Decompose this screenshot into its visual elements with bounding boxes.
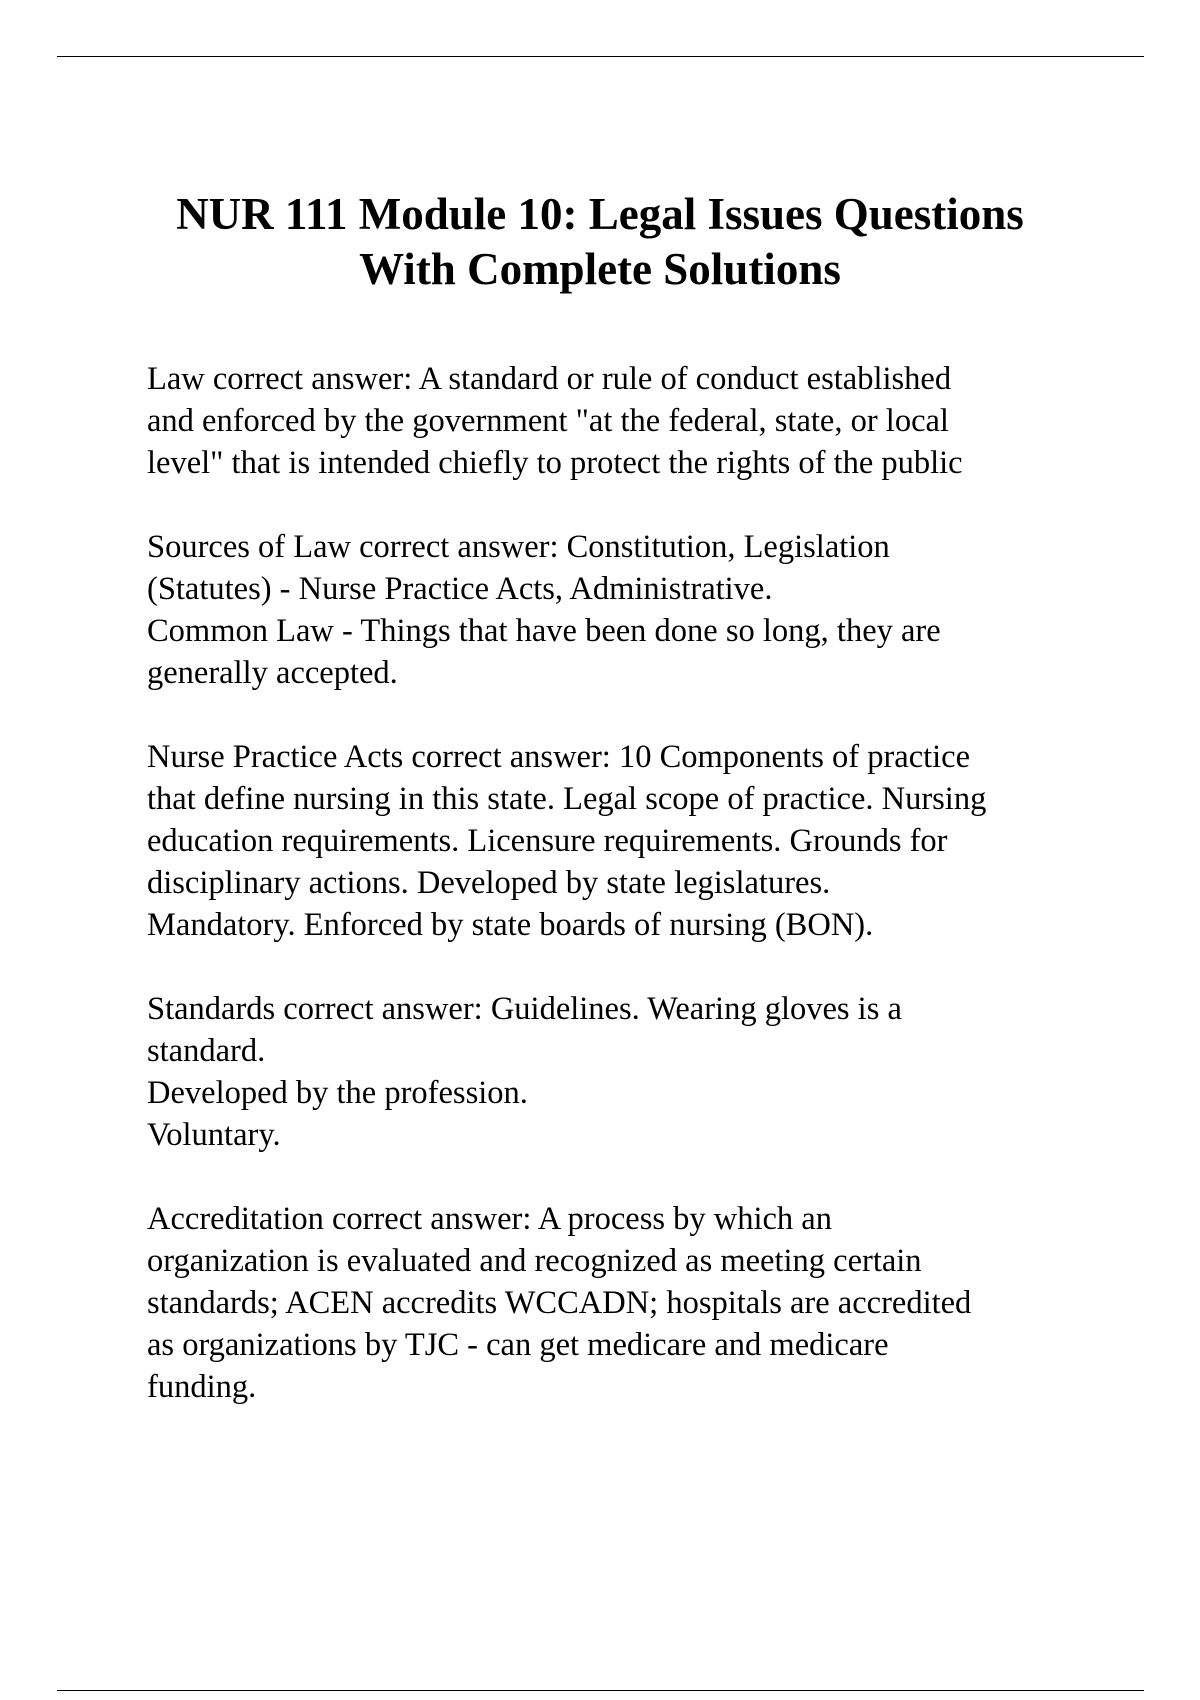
document-title — [100, 187, 1100, 297]
entry-line: Sources of Law correct answer: Constitution, Legislation — [147, 529, 890, 565]
entry-line: Developed by the profession. — [147, 1075, 528, 1111]
entry-line: education requirements. Licensure requirements. Grounds for — [147, 823, 948, 859]
entry-line: (Statutes) - Nurse Practice Acts, Administrative. — [147, 571, 773, 607]
qa-entry-sources-of-law — [147, 526, 1107, 694]
entry-line: Voluntary. — [147, 1117, 281, 1153]
entry-line: Mandatory. Enforced by state boards of nursing (BON). — [147, 907, 874, 943]
entry-line: organization is evaluated and recognized as meeting certain — [147, 1243, 922, 1279]
qa-entry-accreditation — [147, 1198, 1107, 1408]
qa-entry-standards — [147, 988, 1107, 1156]
entry-line: Law correct answer: A standard or rule of conduct established — [147, 361, 952, 397]
entry-line: as organizations by TJC - can get medicare and medicare — [147, 1327, 889, 1363]
qa-entry-law — [147, 358, 1107, 484]
title-line-1: NUR 111 Module 10: Legal Issues Questions — [176, 189, 1024, 239]
entry-line: funding. — [147, 1369, 257, 1405]
entry-line: standards; ACEN accredits WCCADN; hospitals are accredited — [147, 1285, 972, 1321]
entry-line: Nurse Practice Acts correct answer: 10 Components of practice — [147, 739, 971, 775]
entry-line: standard. — [147, 1033, 266, 1069]
entry-line: Common Law - Things that have been done so long, they are — [147, 613, 941, 649]
title-line-2: With Complete Solutions — [359, 244, 841, 294]
qa-list — [147, 358, 1107, 1450]
entry-line: Standards correct answer: Guidelines. Wearing gloves is a — [147, 991, 902, 1027]
entry-line: disciplinary actions. Developed by state legislatures. — [147, 865, 831, 901]
entry-line: and enforced by the government "at the federal, state, or local — [147, 403, 949, 439]
qa-entry-nurse-practice-acts — [147, 736, 1107, 946]
entry-line: level" that is intended chiefly to protect the rights of the public — [147, 445, 963, 481]
bottom-divider — [57, 1690, 1144, 1691]
entry-line: that define nursing in this state. Legal scope of practice. Nursing — [147, 781, 987, 817]
top-divider — [57, 56, 1144, 57]
entry-line: Accreditation correct answer: A process by which an — [147, 1201, 832, 1237]
entry-line: generally accepted. — [147, 655, 398, 691]
